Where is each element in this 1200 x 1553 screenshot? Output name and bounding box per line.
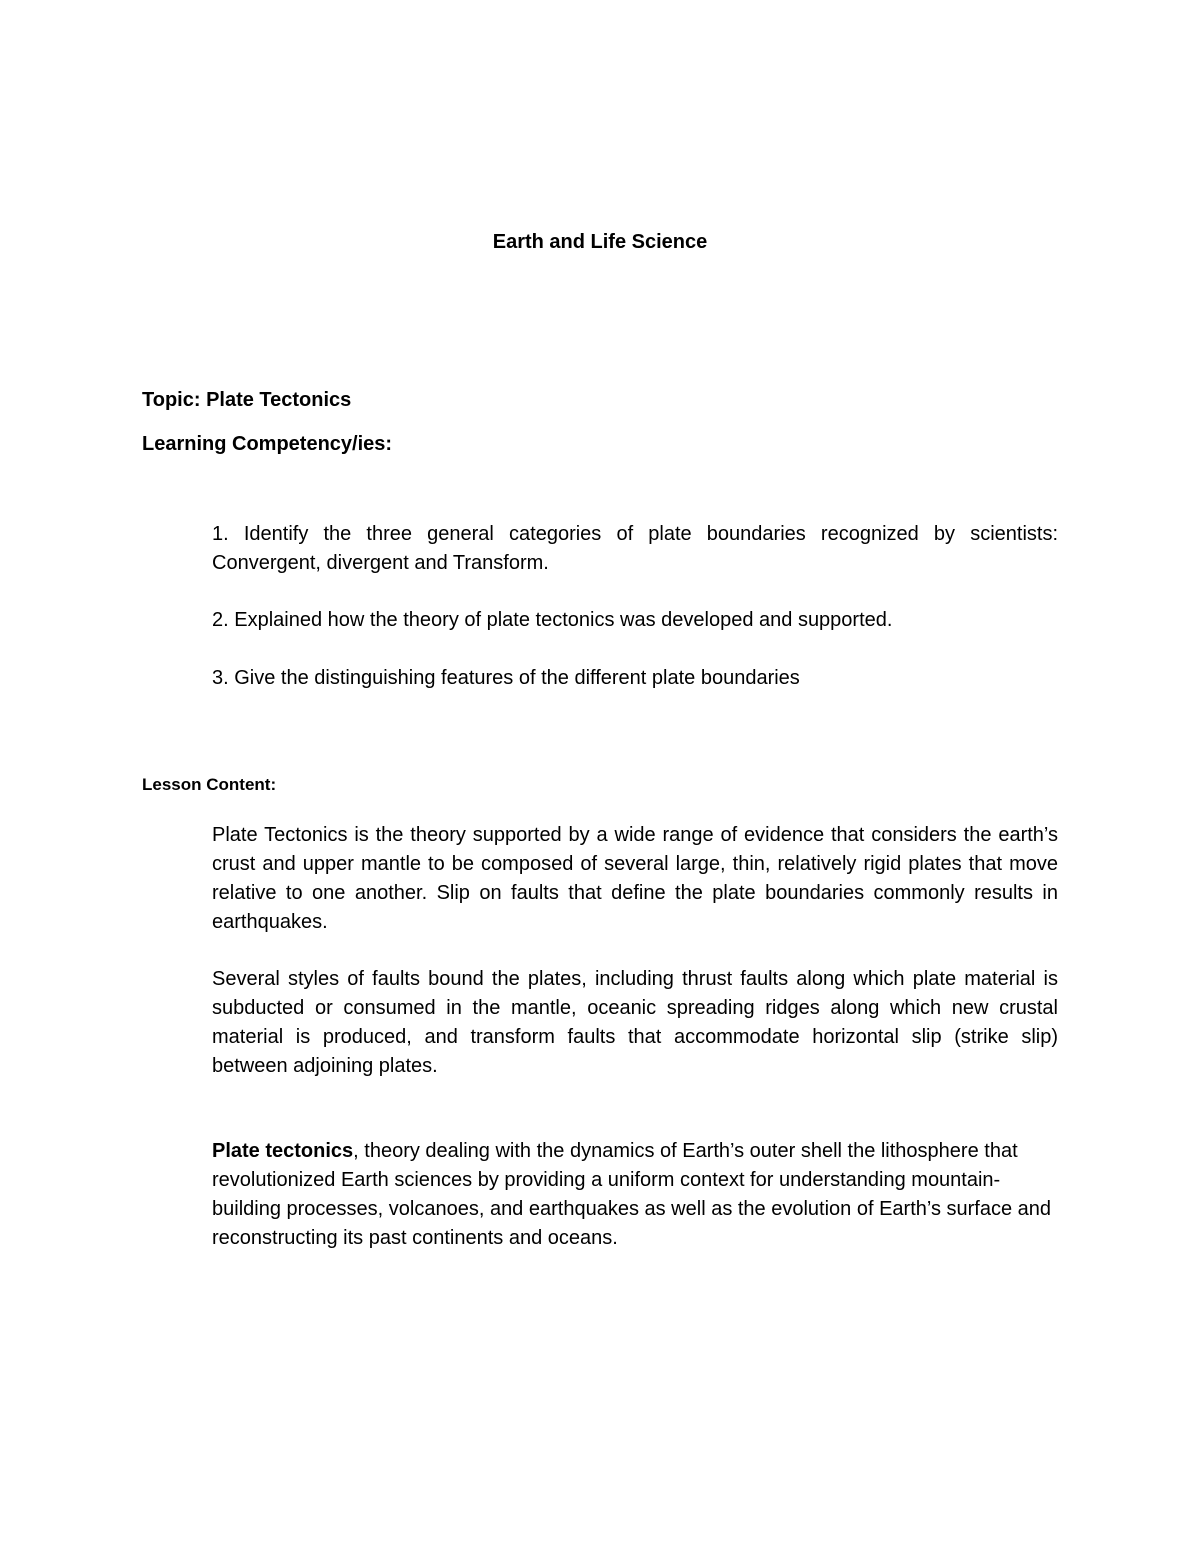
lesson-paragraph-3-text: , theory dealing with the dynamics of Earth’s outer shell the lithosphere that revolutionized Earth sciences by providing a uniform context for understanding mountain-building processes, volcanoes, and earthquakes as well as the evolution of Earth’s surface and reconstructing its past continents and oceans.: [212, 1140, 1052, 1249]
competency-item-3: 3. Give the distinguishing features of the different plate boundaries: [212, 667, 800, 689]
document-title: Earth and Life Science: [492, 231, 708, 253]
lesson-content-heading: Lesson Content:: [142, 775, 277, 794]
topic-heading: Topic: Plate Tectonics: [142, 389, 352, 411]
competency-item-1: 1. Identify the three general categories of plate boundaries recognized by scientists: Convergent, divergent and Transform.: [212, 523, 1058, 574]
plate-tectonics-term: Plate tectonics: [212, 1140, 354, 1162]
competency-item-2: 2. Explained how the theory of plate tectonics was developed and supported.: [212, 609, 893, 631]
lesson-paragraph-3: [212, 1137, 1058, 1253]
competency-heading: Learning Competency/ies:: [142, 433, 393, 455]
lesson-paragraph-2: Several styles of faults bound the plates, including thrust faults along which plate material is subducted or consumed in the mantle, oceanic spreading ridges along which new crustal material is produced, and transform faults that accommodate horizontal slip (strike slip) between adjoining plates.: [212, 968, 1058, 1077]
lesson-paragraph-1: Plate Tectonics is the theory supported by a wide range of evidence that considers the earth’s crust and upper mantle to be composed of several large, thin, relatively rigid plates that move relative to one another. Slip on faults that define the plate boundaries commonly results in earthquakes.: [212, 824, 1058, 933]
